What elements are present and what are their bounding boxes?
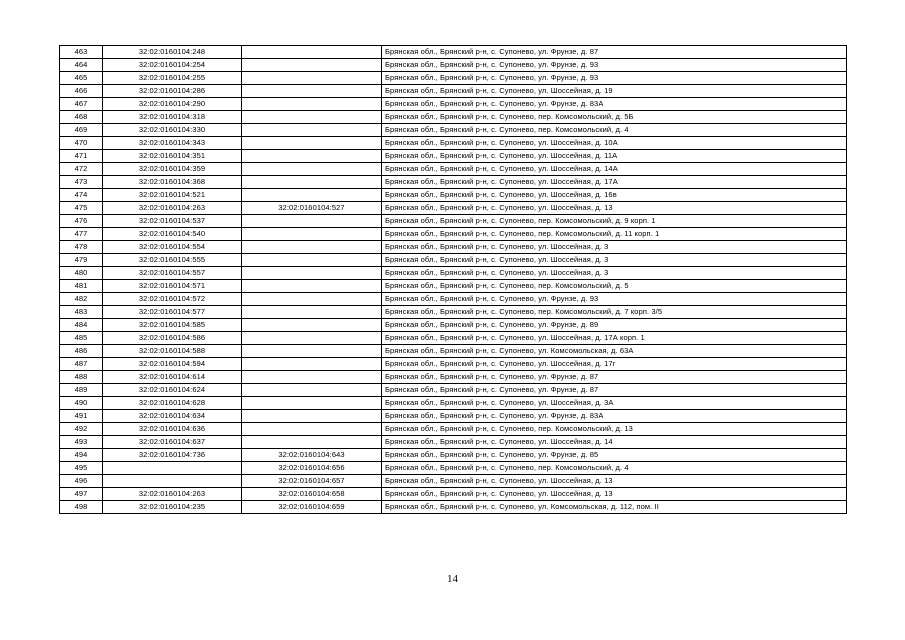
address-cell: Брянская обл., Брянский р-н, с. Супонево, ул. Фрунзе, д. 87 (382, 46, 847, 59)
cadastral-number-cell: 32:02:0160104:557 (103, 267, 242, 280)
related-cadastral-number-cell (242, 72, 382, 85)
row-number-cell: 496 (60, 475, 103, 488)
cadastral-number-cell (103, 462, 242, 475)
row-number-cell: 493 (60, 436, 103, 449)
address-cell: Брянская обл., Брянский р-н, с. Супонево, ул. Шоссейная, д. 13 (382, 488, 847, 501)
related-cadastral-number-cell (242, 150, 382, 163)
related-cadastral-number-cell (242, 397, 382, 410)
related-cadastral-number-cell (242, 85, 382, 98)
table-row (60, 436, 847, 449)
row-number-cell: 492 (60, 423, 103, 436)
related-cadastral-number-cell (242, 384, 382, 397)
row-number-cell: 485 (60, 332, 103, 345)
address-cell: Брянская обл., Брянский р-н, с. Супонево, ул. Шоссейная, д. 16в (382, 189, 847, 202)
row-number-cell: 466 (60, 85, 103, 98)
address-cell: Брянская обл., Брянский р-н, с. Супонево, ул. Шоссейная, д. 3 (382, 241, 847, 254)
row-number-cell: 479 (60, 254, 103, 267)
address-cell: Брянская обл., Брянский р-н, с. Супонево, ул. Комсомольская, д. 112, пом. II (382, 501, 847, 514)
related-cadastral-number-cell (242, 267, 382, 280)
row-number-cell: 475 (60, 202, 103, 215)
address-cell: Брянская обл., Брянский р-н, с. Супонево, ул. Шоссейная, д. 19 (382, 85, 847, 98)
cadastral-number-cell: 32:02:0160104:537 (103, 215, 242, 228)
related-cadastral-number-cell (242, 254, 382, 267)
table-row (60, 111, 847, 124)
related-cadastral-number-cell: 32:02:0160104:658 (242, 488, 382, 501)
table-row (60, 345, 847, 358)
table-row (60, 475, 847, 488)
table-row (60, 267, 847, 280)
cadastral-number-cell: 32:02:0160104:318 (103, 111, 242, 124)
related-cadastral-number-cell (242, 306, 382, 319)
row-number-cell: 487 (60, 358, 103, 371)
cadastral-number-cell: 32:02:0160104:254 (103, 59, 242, 72)
cadastral-number-cell: 32:02:0160104:588 (103, 345, 242, 358)
cadastral-number-cell: 32:02:0160104:255 (103, 72, 242, 85)
table-row (60, 189, 847, 202)
table-row (60, 163, 847, 176)
address-cell: Брянская обл., Брянский р-н, с. Супонево, ул. Шоссейная, д. 17А (382, 176, 847, 189)
related-cadastral-number-cell (242, 111, 382, 124)
table-row (60, 228, 847, 241)
row-number-cell: 494 (60, 449, 103, 462)
address-cell: Брянская обл., Брянский р-н, с. Супонево, ул. Шоссейная, д. 17г (382, 358, 847, 371)
cadastral-number-cell: 32:02:0160104:330 (103, 124, 242, 137)
cadastral-number-cell: 32:02:0160104:351 (103, 150, 242, 163)
cadastral-number-cell: 32:02:0160104:248 (103, 46, 242, 59)
row-number-cell: 478 (60, 241, 103, 254)
table-row (60, 501, 847, 514)
row-number-cell: 463 (60, 46, 103, 59)
cadastral-number-cell: 32:02:0160104:614 (103, 371, 242, 384)
address-cell: Брянская обл., Брянский р-н, с. Супонево, ул. Фрунзе, д. 93 (382, 59, 847, 72)
related-cadastral-number-cell (242, 241, 382, 254)
address-cell: Брянская обл., Брянский р-н, с. Супонево, ул. Фрунзе, д. 87 (382, 384, 847, 397)
row-number-cell: 488 (60, 371, 103, 384)
related-cadastral-number-cell (242, 358, 382, 371)
table-row (60, 176, 847, 189)
row-number-cell: 480 (60, 267, 103, 280)
cadastral-number-cell: 32:02:0160104:594 (103, 358, 242, 371)
related-cadastral-number-cell (242, 137, 382, 150)
related-cadastral-number-cell (242, 176, 382, 189)
cadastral-number-cell: 32:02:0160104:555 (103, 254, 242, 267)
row-number-cell: 498 (60, 501, 103, 514)
related-cadastral-number-cell (242, 124, 382, 137)
table-row (60, 72, 847, 85)
table-row (60, 150, 847, 163)
cadastral-number-cell: 32:02:0160104:540 (103, 228, 242, 241)
cadastral-number-cell: 32:02:0160104:636 (103, 423, 242, 436)
cadastral-number-cell: 32:02:0160104:628 (103, 397, 242, 410)
related-cadastral-number-cell (242, 228, 382, 241)
address-cell: Брянская обл., Брянский р-н, с. Супонево, ул. Шоссейная, д. 10А (382, 137, 847, 150)
row-number-cell: 486 (60, 345, 103, 358)
address-cell: Брянская обл., Брянский р-н, с. Супонево, пер. Комсомольский, д. 5 (382, 280, 847, 293)
table-row (60, 319, 847, 332)
cadastral-number-cell: 32:02:0160104:572 (103, 293, 242, 306)
row-number-cell: 472 (60, 163, 103, 176)
address-cell: Брянская обл., Брянский р-н, с. Супонево, ул. Шоссейная, д. 14 (382, 436, 847, 449)
address-cell: Брянская обл., Брянский р-н, с. Супонево, ул. Фрунзе, д. 87 (382, 371, 847, 384)
related-cadastral-number-cell: 32:02:0160104:659 (242, 501, 382, 514)
table-row (60, 488, 847, 501)
row-number-cell: 484 (60, 319, 103, 332)
table-row (60, 449, 847, 462)
table-row (60, 215, 847, 228)
related-cadastral-number-cell (242, 46, 382, 59)
address-cell: Брянская обл., Брянский р-н, с. Супонево, ул. Фрунзе, д. 85 (382, 449, 847, 462)
row-number-cell: 497 (60, 488, 103, 501)
cadastral-number-cell: 32:02:0160104:571 (103, 280, 242, 293)
table-row (60, 306, 847, 319)
row-number-cell: 482 (60, 293, 103, 306)
cadastral-number-cell: 32:02:0160104:624 (103, 384, 242, 397)
table-row (60, 85, 847, 98)
row-number-cell: 490 (60, 397, 103, 410)
address-cell: Брянская обл., Брянский р-н, с. Супонево, пер. Комсомольский, д. 7 корп. 3/5 (382, 306, 847, 319)
address-cell: Брянская обл., Брянский р-н, с. Супонево, пер. Комсомольский, д. 13 (382, 423, 847, 436)
address-cell: Брянская обл., Брянский р-н, с. Супонево, ул. Шоссейная, д. 3 (382, 267, 847, 280)
related-cadastral-number-cell (242, 319, 382, 332)
cadastral-number-cell: 32:02:0160104:554 (103, 241, 242, 254)
related-cadastral-number-cell (242, 332, 382, 345)
table-row (60, 384, 847, 397)
table-row (60, 254, 847, 267)
related-cadastral-number-cell (242, 280, 382, 293)
table-row (60, 462, 847, 475)
related-cadastral-number-cell (242, 410, 382, 423)
cadastral-number-cell: 32:02:0160104:634 (103, 410, 242, 423)
row-number-cell: 465 (60, 72, 103, 85)
related-cadastral-number-cell: 32:02:0160104:656 (242, 462, 382, 475)
table-row (60, 98, 847, 111)
table-row (60, 137, 847, 150)
row-number-cell: 464 (60, 59, 103, 72)
row-number-cell: 471 (60, 150, 103, 163)
related-cadastral-number-cell: 32:02:0160104:657 (242, 475, 382, 488)
address-cell: Брянская обл., Брянский р-н, с. Супонево, ул. Шоссейная, д. 17А корп. 1 (382, 332, 847, 345)
related-cadastral-number-cell (242, 371, 382, 384)
related-cadastral-number-cell (242, 189, 382, 202)
address-cell: Брянская обл., Брянский р-н, с. Супонево, ул. Комсомольская, д. 63А (382, 345, 847, 358)
row-number-cell: 491 (60, 410, 103, 423)
table-row (60, 410, 847, 423)
related-cadastral-number-cell: 32:02:0160104:643 (242, 449, 382, 462)
cadastral-number-cell: 32:02:0160104:290 (103, 98, 242, 111)
table-row (60, 46, 847, 59)
row-number-cell: 495 (60, 462, 103, 475)
cadastral-number-cell: 32:02:0160104:368 (103, 176, 242, 189)
related-cadastral-number-cell: 32:02:0160104:527 (242, 202, 382, 215)
cadastral-number-cell: 32:02:0160104:637 (103, 436, 242, 449)
table-row (60, 280, 847, 293)
related-cadastral-number-cell (242, 345, 382, 358)
cadastral-number-cell: 32:02:0160104:286 (103, 85, 242, 98)
table-row (60, 397, 847, 410)
cadastral-number-cell: 32:02:0160104:359 (103, 163, 242, 176)
related-cadastral-number-cell (242, 215, 382, 228)
related-cadastral-number-cell (242, 98, 382, 111)
cadastral-number-cell: 32:02:0160104:586 (103, 332, 242, 345)
table-row (60, 293, 847, 306)
related-cadastral-number-cell (242, 436, 382, 449)
related-cadastral-number-cell (242, 59, 382, 72)
address-cell: Брянская обл., Брянский р-н, с. Супонево, ул. Фрунзе, д. 83А (382, 98, 847, 111)
address-cell: Брянская обл., Брянский р-н, с. Супонево, пер. Комсомольский, д. 5Б (382, 111, 847, 124)
cadastral-number-cell: 32:02:0160104:263 (103, 202, 242, 215)
address-cell: Брянская обл., Брянский р-н, с. Супонево, ул. Фрунзе, д. 93 (382, 72, 847, 85)
address-cell: Брянская обл., Брянский р-н, с. Супонево, ул. Фрунзе, д. 83А (382, 410, 847, 423)
property-table (59, 45, 847, 514)
cadastral-number-cell: 32:02:0160104:736 (103, 449, 242, 462)
cadastral-number-cell: 32:02:0160104:521 (103, 189, 242, 202)
cadastral-number-cell: 32:02:0160104:235 (103, 501, 242, 514)
table-row (60, 371, 847, 384)
address-cell: Брянская обл., Брянский р-н, с. Супонево, ул. Фрунзе, д. 89 (382, 319, 847, 332)
table-row (60, 124, 847, 137)
address-cell: Брянская обл., Брянский р-н, с. Супонево, ул. Шоссейная, д. 13 (382, 475, 847, 488)
address-cell: Брянская обл., Брянский р-н, с. Супонево, ул. Шоссейная, д. 3А (382, 397, 847, 410)
cadastral-number-cell: 32:02:0160104:343 (103, 137, 242, 150)
row-number-cell: 468 (60, 111, 103, 124)
table-row (60, 241, 847, 254)
address-cell: Брянская обл., Брянский р-н, с. Супонево, пер. Комсомольский, д. 4 (382, 462, 847, 475)
table-row (60, 59, 847, 72)
related-cadastral-number-cell (242, 423, 382, 436)
address-cell: Брянская обл., Брянский р-н, с. Супонево, ул. Шоссейная, д. 11А (382, 150, 847, 163)
table-row (60, 332, 847, 345)
table-row (60, 423, 847, 436)
cadastral-number-cell: 32:02:0160104:263 (103, 488, 242, 501)
address-cell: Брянская обл., Брянский р-н, с. Супонево, пер. Комсомольский, д. 9 корп. 1 (382, 215, 847, 228)
row-number-cell: 474 (60, 189, 103, 202)
row-number-cell: 489 (60, 384, 103, 397)
cadastral-number-cell (103, 475, 242, 488)
cadastral-number-cell: 32:02:0160104:577 (103, 306, 242, 319)
related-cadastral-number-cell (242, 163, 382, 176)
related-cadastral-number-cell (242, 293, 382, 306)
address-cell: Брянская обл., Брянский р-н, с. Супонево, ул. Шоссейная, д. 14А (382, 163, 847, 176)
row-number-cell: 469 (60, 124, 103, 137)
address-cell: Брянская обл., Брянский р-н, с. Супонево, пер. Комсомольский, д. 4 (382, 124, 847, 137)
address-cell: Брянская обл., Брянский р-н, с. Супонево, ул. Шоссейная, д. 13 (382, 202, 847, 215)
row-number-cell: 476 (60, 215, 103, 228)
table-body (60, 46, 847, 514)
address-cell: Брянская обл., Брянский р-н, с. Супонево, ул. Фрунзе, д. 93 (382, 293, 847, 306)
row-number-cell: 483 (60, 306, 103, 319)
table-row (60, 358, 847, 371)
row-number-cell: 481 (60, 280, 103, 293)
row-number-cell: 470 (60, 137, 103, 150)
row-number-cell: 467 (60, 98, 103, 111)
address-cell: Брянская обл., Брянский р-н, с. Супонево, пер. Комсомольский, д. 11 корп. 1 (382, 228, 847, 241)
page-number: 14 (447, 573, 458, 585)
cadastral-number-cell: 32:02:0160104:585 (103, 319, 242, 332)
row-number-cell: 473 (60, 176, 103, 189)
address-cell: Брянская обл., Брянский р-н, с. Супонево, ул. Шоссейная, д. 3 (382, 254, 847, 267)
row-number-cell: 477 (60, 228, 103, 241)
table-row (60, 202, 847, 215)
